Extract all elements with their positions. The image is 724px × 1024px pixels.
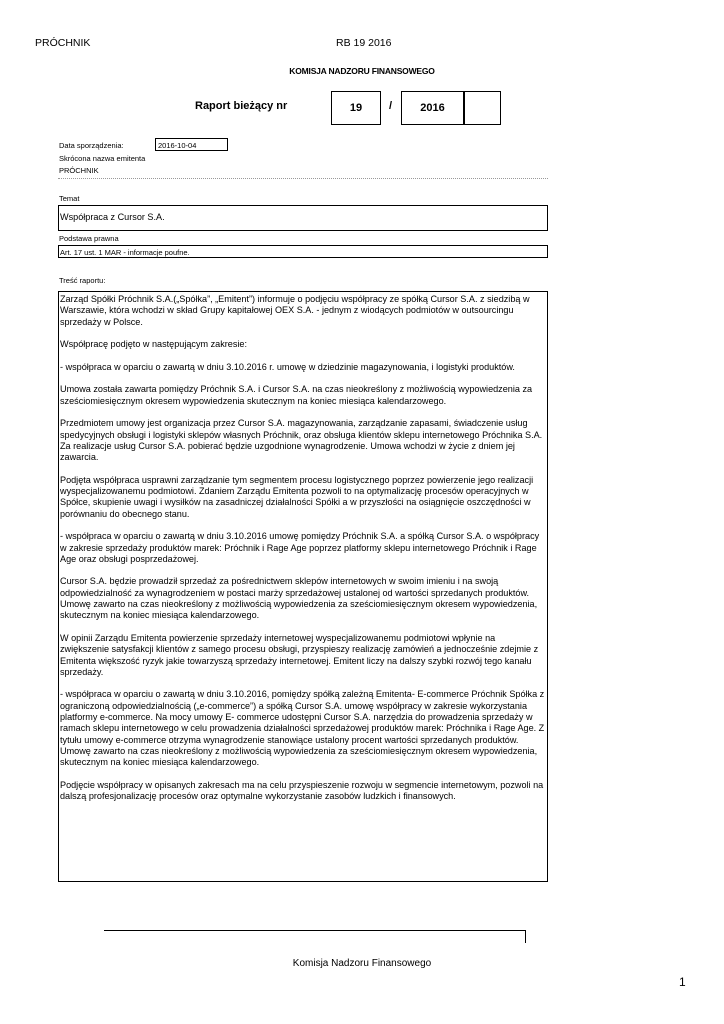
- footer-rule-tick: [525, 930, 526, 943]
- content-paragraph: - współpraca w oparciu o zawartą w dniu 3.10.2016, pomiędzy spółką zależną Emitenta- E-commerce Próchnik Spółka z ograniczoną odpowiedzialnością („e-commerce”) a spółką Cursor S.A. umowę współpracy w zakresie wykorzystania platformy e-commerce. Na mocy umowy E- commerce udostępni Cursor S.A. narzędzia do prowadzenia sprzedaży w ramach sklepu internetowego w celu prowadzenia działalności sprzedażowej produktów marek: Próchnika i Rage Age. Z tytułu umowy e-commerce otrzyma wynagrodzenie stanowiące ustalony procent wartości sprzedanych produktów. Umowę zawarto na czas nieokreślony z możliwością wypowiedzenia za sześciomiesięcznym okresem wypowiedzenia, skutecznym na koniec miesiąca kalendarzowego.: [60, 689, 545, 768]
- report-number: 19: [349, 102, 363, 114]
- date-label: Data sporządzenia:: [59, 141, 124, 150]
- issuer-value: PRÓCHNIK: [59, 166, 99, 175]
- content-paragraph: Podjęcie współpracy w opisanych zakresach ma na celu przyspieszenie rozwoju w segmencie internetowym, pozwoli na dalszą profesjonalizację procesów oraz optymalne wykorzystanie zasobów ludzkich i finansowych.: [60, 779, 544, 802]
- footer-authority: Komisja Nadzoru Finansowego: [292, 958, 432, 969]
- report-separator: /: [389, 100, 393, 112]
- content-paragraph: Zarząd Spółki Próchnik S.A.(„Spółka”, „Emitent”) informuje o podjęciu współpracy ze spółką Cursor S.A. z siedzibą w Warszawie, która wchodzi w skład Grupy kapitałowej OEX S.A. - jednym z wiodących podmiotów w outsourcingu sprzedaży w Polsce.: [60, 294, 530, 327]
- page-header-issuer: PRÓCHNIK: [35, 37, 91, 49]
- date-value: 2016-10-04: [158, 141, 197, 150]
- report-year-cell: [401, 91, 464, 125]
- report-year: 2016: [420, 102, 445, 114]
- content-paragraph: Umowa została zawarta pomiędzy Próchnik S.A. i Cursor S.A. na czas nieokreślony z możliwością wypowiedzenia za sześciomiesięcznym okresem wypowiedzenia skutecznym na koniec miesiąca kalendarzowego.: [60, 384, 533, 406]
- report-number-cell: [331, 91, 381, 125]
- report-label: Raport bieżący nr: [195, 100, 288, 112]
- legal-basis-value: Art. 17 ust. 1 MAR - informacje poufne.: [60, 248, 190, 257]
- report-extra-cell: [464, 91, 501, 125]
- subject-field: [58, 205, 548, 231]
- page-number: 1: [679, 975, 686, 989]
- content-paragraph: Przedmiotem umowy jest organizacja przez Cursor S.A. magazynowania, zarządzanie zapasami, świadczenie usług spedycyjnych obsługi i logistyki sklepów własnych Próchnik, oraz obsługa klientów sklepu internetowego Próchnika S.A. Za realizacje usług Cursor S.A. pobierać będzie uzgodnione wynagrodzenie. Umowa wchodzi w życie z dniem jej zawarcia.: [60, 418, 543, 463]
- content-paragraph: - współpraca w oparciu o zawartą w dniu 3.10.2016 umowę pomiędzy Próchnik S.A. a spółką Cursor S.A. o współpracy w zakresie sprzedaży produktów marek: Próchnik i Rage Age poprzez platformy sklepu internetowego Próchnik i Rage Age oraz obsługi posprzedażowej.: [60, 531, 540, 564]
- legal-basis-field: [58, 245, 548, 258]
- page-header-report-code: RB 19 2016: [336, 37, 392, 49]
- subject-label: Temat: [59, 194, 80, 203]
- report-content: [58, 291, 548, 882]
- content-paragraph: Współpracę podjęto w następującym zakresie:: [60, 339, 248, 350]
- footer-rule: [104, 930, 526, 931]
- subject-value: Współpraca z Cursor S.A.: [60, 212, 165, 222]
- content-paragraph: - współpraca w oparciu o zawartą w dniu 3.10.2016 r. umowę w dziedzinie magazynowania, i logistyki produktów.: [60, 361, 515, 372]
- content-paragraph: W opinii Zarządu Emitenta powierzenie sprzedaży internetowej wyspecjalizowanemu podmiotowi wpłynie na zwiększenie satysfakcji klientów z samego procesu obsługi, przyspieszy realizację zamówień a jednocześnie zdejmie z Emitenta większość ryzyk jakie towarzyszą sprzedaży internetowej. Emitent liczy na dalszy szybki rozwój tego kanału sprzedaży.: [60, 632, 539, 677]
- date-field: [155, 138, 228, 151]
- issuer-label: Skrócona nazwa emitenta: [59, 154, 146, 163]
- meta-divider: [58, 178, 548, 179]
- legal-basis-label: Podstawa prawna: [59, 234, 119, 243]
- body-label: Treść raportu:: [59, 276, 106, 285]
- authority-title: KOMISJA NADZORU FINANSOWEGO: [289, 66, 435, 76]
- content-paragraph: Cursor S.A. będzie prowadził sprzedaż za pośrednictwem sklepów internetowych w swoim imieniu i na swoją odpowiedzialność za wynagrodzeniem w postaci marży sprzedażowej ustalonej od wartości sprzedanych produktów. Umowę zawarto na czas nieokreślony z możliwością wypowiedzenia za sześciomiesięcznym okresem wypowiedzenia, skutecznym na koniec miesiąca kalendarzowego.: [60, 576, 538, 621]
- content-paragraph: Podjęta współpraca usprawni zarządzanie tym segmentem procesu logistycznego poprzez powierzenie jego realizacji wyspecjalizowanemu podmiotowi. Zdaniem Zarządu Emitenta pozwoli to na optymalizację procesów operacyjnych w Spółce, skupienie uwagi i wysiłków na zasadniczej działalności Spółki a w przyszłości na osiągnięcie oszczędności w porównaniu do obecnego stanu.: [60, 474, 534, 519]
